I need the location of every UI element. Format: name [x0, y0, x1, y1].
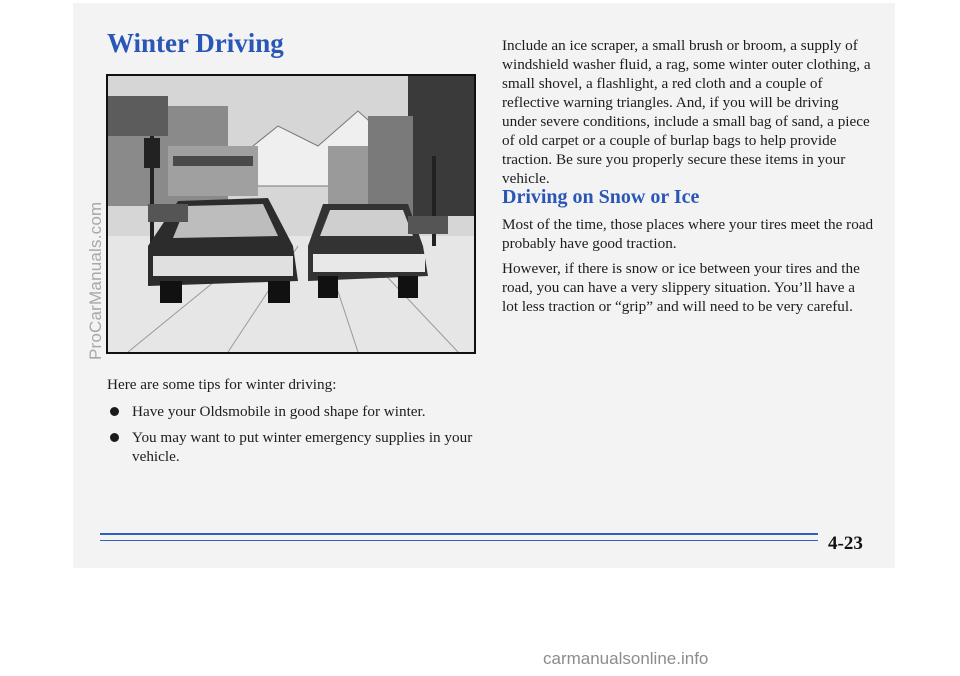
footer-rule-thin: [100, 540, 818, 541]
winter-street-illustration: [106, 74, 476, 354]
slippery-paragraph: However, if there is snow or ice between your tires and the road, you can have a very slippery situation. You’ll have a lot less traction or “grip” and will need to be very careful.: [502, 260, 860, 315]
section-heading: Driving on Snow or Ice: [502, 186, 700, 208]
traction-paragraph: Most of the time, those places where your tires meet the road probably have good traction.: [502, 216, 874, 252]
bullet-dot-icon: [110, 433, 119, 442]
page-number: 4-23: [828, 533, 863, 554]
footer-rule: [100, 533, 818, 535]
list-item-text: You may want to put winter emergency supplies in your vehicle.: [132, 429, 473, 465]
intro-text: Here are some tips for winter driving:: [107, 376, 337, 393]
list-item-text: Have your Oldsmobile in good shape for winter.: [132, 403, 426, 420]
bullet-dot-icon: [110, 407, 119, 416]
watermark: ProCarManuals.com: [86, 201, 105, 360]
supplies-paragraph: Include an ice scraper, a small brush or broom, a supply of windshield washer fluid, a rag, some winter outer clothing, a small shovel, a flashlight, a red cloth and a couple of reflective warning triangles. And, if you will be driving under severe conditions, include a small bag of sand, a piece of old carpet or a couple of burlap bags to help provide traction. Be sure you properly secure these items in your vehicle.: [502, 37, 871, 187]
footer-site-text: carmanualsonline.info: [543, 649, 709, 668]
page-heading: Winter Driving: [107, 28, 284, 58]
